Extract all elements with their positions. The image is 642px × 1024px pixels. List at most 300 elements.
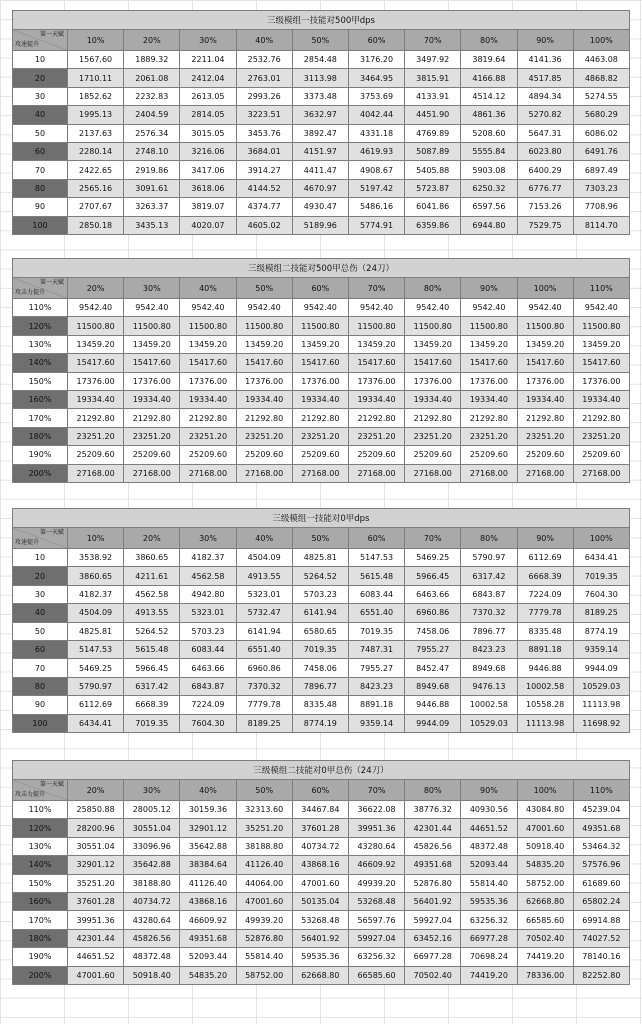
table-cell[interactable]: 15417.60 <box>517 354 573 372</box>
table-cell[interactable]: 59535.36 <box>292 948 348 966</box>
table-cell[interactable]: 27168.00 <box>573 464 629 482</box>
table-cell[interactable]: 5723.87 <box>405 179 461 197</box>
table-cell[interactable]: 1889.32 <box>124 51 180 69</box>
table-cell[interactable]: 43868.16 <box>180 892 236 910</box>
table-cell[interactable]: 6897.49 <box>573 161 629 179</box>
table-cell[interactable]: 61689.60 <box>573 874 629 892</box>
table-cell[interactable]: 78336.00 <box>517 966 573 984</box>
table-cell[interactable]: 37601.28 <box>68 892 124 910</box>
table-cell[interactable]: 5189.96 <box>292 216 348 234</box>
table-cell[interactable]: 3815.91 <box>405 69 461 87</box>
table-cell[interactable]: 57576.96 <box>573 856 629 874</box>
table-cell[interactable]: 45826.56 <box>124 929 180 947</box>
table-cell[interactable]: 8452.47 <box>405 659 461 677</box>
table-cell[interactable]: 27168.00 <box>348 464 404 482</box>
table-cell[interactable]: 9944.09 <box>573 659 629 677</box>
table-cell[interactable]: 9542.40 <box>180 299 236 317</box>
table-cell[interactable]: 3819.07 <box>180 198 236 216</box>
table-cell[interactable]: 5790.97 <box>461 549 517 567</box>
table-cell[interactable]: 9359.14 <box>348 714 404 732</box>
table-cell[interactable]: 6434.41 <box>68 714 124 732</box>
table-cell[interactable]: 2850.18 <box>68 216 124 234</box>
table-cell[interactable]: 3015.05 <box>180 124 236 142</box>
table-cell[interactable]: 11113.98 <box>573 696 629 714</box>
table-cell[interactable]: 4605.02 <box>236 216 292 234</box>
table-cell[interactable]: 25209.60 <box>68 446 124 464</box>
table-cell[interactable]: 44064.00 <box>236 874 292 892</box>
table-cell[interactable]: 17376.00 <box>236 372 292 390</box>
table-cell[interactable]: 27168.00 <box>461 464 517 482</box>
table-cell[interactable]: 7224.09 <box>517 585 573 603</box>
table-cell[interactable]: 37601.28 <box>292 819 348 837</box>
table-cell[interactable]: 9359.14 <box>573 640 629 658</box>
table-cell[interactable]: 7896.77 <box>292 677 348 695</box>
table-cell[interactable]: 52093.44 <box>461 856 517 874</box>
table-cell[interactable]: 4769.89 <box>405 124 461 142</box>
table-cell[interactable]: 8335.48 <box>517 622 573 640</box>
table-cell[interactable]: 21292.80 <box>68 409 124 427</box>
table-cell[interactable]: 49351.68 <box>180 929 236 947</box>
table-cell[interactable]: 43868.16 <box>292 856 348 874</box>
table-cell[interactable]: 25850.88 <box>68 801 124 819</box>
table-cell[interactable]: 4908.67 <box>348 161 404 179</box>
table-cell[interactable]: 25209.60 <box>461 446 517 464</box>
table-cell[interactable]: 6434.41 <box>573 549 629 567</box>
table-cell[interactable]: 19334.40 <box>124 390 180 408</box>
table-cell[interactable]: 35642.88 <box>180 837 236 855</box>
table-cell[interactable]: 6023.80 <box>517 142 573 160</box>
table-cell[interactable]: 6843.87 <box>461 585 517 603</box>
table-cell[interactable]: 6083.44 <box>180 640 236 658</box>
table-cell[interactable]: 2404.59 <box>124 106 180 124</box>
table-cell[interactable]: 9542.40 <box>573 299 629 317</box>
table-cell[interactable]: 27168.00 <box>124 464 180 482</box>
table-cell[interactable]: 10529.03 <box>461 714 517 732</box>
table-cell[interactable]: 21292.80 <box>405 409 461 427</box>
table-cell[interactable]: 5323.01 <box>236 585 292 603</box>
table-cell[interactable]: 4141.36 <box>517 51 573 69</box>
table-cell[interactable]: 53268.48 <box>292 911 348 929</box>
table-cell[interactable]: 1567.60 <box>68 51 124 69</box>
table-cell[interactable]: 17376.00 <box>68 372 124 390</box>
table-cell[interactable]: 4825.81 <box>292 549 348 567</box>
table-cell[interactable]: 2280.14 <box>68 142 124 160</box>
table-cell[interactable]: 7019.35 <box>292 640 348 658</box>
table-cell[interactable]: 27168.00 <box>68 464 124 482</box>
table-cell[interactable]: 32901.12 <box>68 856 124 874</box>
table-cell[interactable]: 6597.56 <box>461 198 517 216</box>
table-cell[interactable]: 5469.25 <box>68 659 124 677</box>
table-cell[interactable]: 8774.19 <box>292 714 348 732</box>
table-cell[interactable]: 11500.80 <box>461 317 517 335</box>
table-cell[interactable]: 2412.04 <box>180 69 236 87</box>
table-cell[interactable]: 21292.80 <box>292 409 348 427</box>
table-cell[interactable]: 4151.97 <box>292 142 348 160</box>
table-cell[interactable]: 78140.16 <box>573 948 629 966</box>
table-cell[interactable]: 15417.60 <box>180 354 236 372</box>
table-cell[interactable]: 13459.20 <box>236 335 292 353</box>
table-cell[interactable]: 50918.40 <box>517 837 573 855</box>
table-cell[interactable]: 5966.45 <box>405 567 461 585</box>
table-cell[interactable]: 10002.58 <box>461 696 517 714</box>
table-cell[interactable]: 48372.48 <box>461 837 517 855</box>
table-cell[interactable]: 82252.80 <box>573 966 629 984</box>
table-cell[interactable]: 62668.80 <box>292 966 348 984</box>
table-cell[interactable]: 5147.53 <box>348 549 404 567</box>
table-cell[interactable]: 3263.37 <box>124 198 180 216</box>
table-cell[interactable]: 6317.42 <box>124 677 180 695</box>
table-cell[interactable]: 4517.85 <box>517 69 573 87</box>
table-cell[interactable]: 25209.60 <box>517 446 573 464</box>
table-cell[interactable]: 11500.80 <box>292 317 348 335</box>
table-cell[interactable]: 5703.23 <box>292 585 348 603</box>
table-cell[interactable]: 3113.98 <box>292 69 348 87</box>
table-cell[interactable]: 3176.20 <box>348 51 404 69</box>
table-cell[interactable]: 4463.08 <box>573 51 629 69</box>
table-cell[interactable]: 74419.20 <box>517 948 573 966</box>
table-cell[interactable]: 7529.75 <box>517 216 573 234</box>
table-cell[interactable]: 56401.92 <box>292 929 348 947</box>
table-cell[interactable]: 27168.00 <box>180 464 236 482</box>
table-cell[interactable]: 2232.83 <box>124 87 180 105</box>
table-cell[interactable]: 5323.01 <box>180 604 236 622</box>
table-cell[interactable]: 19334.40 <box>180 390 236 408</box>
table-cell[interactable]: 8891.18 <box>348 696 404 714</box>
table-cell[interactable]: 13459.20 <box>573 335 629 353</box>
table-cell[interactable]: 5903.08 <box>461 161 517 179</box>
table-cell[interactable]: 4868.82 <box>573 69 629 87</box>
table-cell[interactable]: 23251.20 <box>461 427 517 445</box>
table-cell[interactable]: 7896.77 <box>461 622 517 640</box>
table-cell[interactable]: 34467.84 <box>292 801 348 819</box>
table-cell[interactable]: 2748.10 <box>124 142 180 160</box>
table-cell[interactable]: 17376.00 <box>124 372 180 390</box>
table-cell[interactable]: 47001.60 <box>292 874 348 892</box>
table-cell[interactable]: 30551.04 <box>124 819 180 837</box>
table-cell[interactable]: 15417.60 <box>573 354 629 372</box>
table-cell[interactable]: 5615.48 <box>124 640 180 658</box>
table-cell[interactable]: 6086.02 <box>573 124 629 142</box>
table-cell[interactable]: 25209.60 <box>573 446 629 464</box>
table-cell[interactable]: 8114.70 <box>573 216 629 234</box>
table-cell[interactable]: 4411.47 <box>292 161 348 179</box>
table-cell[interactable]: 25209.60 <box>405 446 461 464</box>
table-cell[interactable]: 23251.20 <box>292 427 348 445</box>
table-cell[interactable]: 17376.00 <box>517 372 573 390</box>
table-cell[interactable]: 38188.80 <box>124 874 180 892</box>
table-cell[interactable]: 38384.64 <box>180 856 236 874</box>
table-cell[interactable]: 3892.47 <box>292 124 348 142</box>
table-cell[interactable]: 2422.65 <box>68 161 124 179</box>
table-cell[interactable]: 11113.98 <box>517 714 573 732</box>
table-cell[interactable]: 5147.53 <box>68 640 124 658</box>
table-cell[interactable]: 7019.35 <box>573 567 629 585</box>
table-cell[interactable]: 3618.06 <box>180 179 236 197</box>
table-cell[interactable]: 63452.16 <box>405 929 461 947</box>
table-cell[interactable]: 7779.78 <box>236 696 292 714</box>
table-cell[interactable]: 8335.48 <box>292 696 348 714</box>
table-cell[interactable]: 5264.52 <box>124 622 180 640</box>
table-cell[interactable]: 52876.80 <box>405 874 461 892</box>
table-cell[interactable]: 7487.31 <box>348 640 404 658</box>
table-cell[interactable]: 7303.23 <box>573 179 629 197</box>
table-cell[interactable]: 74419.20 <box>461 966 517 984</box>
table-cell[interactable]: 25209.60 <box>292 446 348 464</box>
table-cell[interactable]: 25209.60 <box>124 446 180 464</box>
table-cell[interactable]: 4374.77 <box>236 198 292 216</box>
table-cell[interactable]: 55814.40 <box>236 948 292 966</box>
table-cell[interactable]: 19334.40 <box>68 390 124 408</box>
table-cell[interactable]: 63256.32 <box>348 948 404 966</box>
table-cell[interactable]: 21292.80 <box>348 409 404 427</box>
table-cell[interactable]: 15417.60 <box>405 354 461 372</box>
table-cell[interactable]: 4562.58 <box>124 585 180 603</box>
table-cell[interactable]: 6041.86 <box>405 198 461 216</box>
table-cell[interactable]: 6668.39 <box>517 567 573 585</box>
table-cell[interactable]: 7019.35 <box>348 622 404 640</box>
table-cell[interactable]: 21292.80 <box>573 409 629 427</box>
table-cell[interactable]: 27168.00 <box>236 464 292 482</box>
table-cell[interactable]: 49939.20 <box>236 911 292 929</box>
table-cell[interactable]: 21292.80 <box>180 409 236 427</box>
table-cell[interactable]: 1995.13 <box>68 106 124 124</box>
table-cell[interactable]: 5087.89 <box>405 142 461 160</box>
table-cell[interactable]: 45826.56 <box>405 837 461 855</box>
table-cell[interactable]: 2854.48 <box>292 51 348 69</box>
table-cell[interactable]: 59927.04 <box>405 911 461 929</box>
table-cell[interactable]: 10558.28 <box>517 696 573 714</box>
table-cell[interactable]: 6580.65 <box>292 622 348 640</box>
table-cell[interactable]: 3497.92 <box>405 51 461 69</box>
table-cell[interactable]: 50918.40 <box>124 966 180 984</box>
table-cell[interactable]: 6112.69 <box>68 696 124 714</box>
table-cell[interactable]: 4619.93 <box>348 142 404 160</box>
table-cell[interactable]: 59535.36 <box>461 892 517 910</box>
table-cell[interactable]: 69914.88 <box>573 911 629 929</box>
table-cell[interactable]: 27168.00 <box>405 464 461 482</box>
table-cell[interactable]: 40734.72 <box>124 892 180 910</box>
table-cell[interactable]: 3860.65 <box>124 549 180 567</box>
table-cell[interactable]: 17376.00 <box>292 372 348 390</box>
table-cell[interactable]: 7224.09 <box>180 696 236 714</box>
table-cell[interactable]: 21292.80 <box>461 409 517 427</box>
table-cell[interactable]: 7370.32 <box>236 677 292 695</box>
table-cell[interactable]: 63256.32 <box>461 911 517 929</box>
table-cell[interactable]: 15417.60 <box>236 354 292 372</box>
table-cell[interactable]: 8949.68 <box>461 659 517 677</box>
table-cell[interactable]: 6491.76 <box>573 142 629 160</box>
table-cell[interactable]: 6250.32 <box>461 179 517 197</box>
table-cell[interactable]: 23251.20 <box>517 427 573 445</box>
table-cell[interactable]: 70698.24 <box>461 948 517 966</box>
table-cell[interactable]: 19334.40 <box>573 390 629 408</box>
table-cell[interactable]: 6551.40 <box>348 604 404 622</box>
table-cell[interactable]: 28200.96 <box>68 819 124 837</box>
table-cell[interactable]: 11500.80 <box>573 317 629 335</box>
table-cell[interactable]: 17376.00 <box>180 372 236 390</box>
table-cell[interactable]: 13459.20 <box>517 335 573 353</box>
table-cell[interactable]: 9542.40 <box>517 299 573 317</box>
table-cell[interactable]: 9542.40 <box>348 299 404 317</box>
table-cell[interactable]: 4182.37 <box>180 549 236 567</box>
table-cell[interactable]: 33096.96 <box>124 837 180 855</box>
table-cell[interactable]: 23251.20 <box>68 427 124 445</box>
table-cell[interactable]: 25209.60 <box>180 446 236 464</box>
table-cell[interactable]: 3216.06 <box>180 142 236 160</box>
table-cell[interactable]: 6463.66 <box>180 659 236 677</box>
table-cell[interactable]: 6112.69 <box>517 549 573 567</box>
table-cell[interactable]: 4211.61 <box>124 567 180 585</box>
table-cell[interactable]: 52093.44 <box>180 948 236 966</box>
table-cell[interactable]: 70502.40 <box>405 966 461 984</box>
table-cell[interactable]: 7019.35 <box>124 714 180 732</box>
table-cell[interactable]: 23251.20 <box>236 427 292 445</box>
table-cell[interactable]: 4913.55 <box>236 567 292 585</box>
table-cell[interactable]: 4670.97 <box>292 179 348 197</box>
table-cell[interactable]: 45239.04 <box>573 801 629 819</box>
table-cell[interactable]: 8189.25 <box>236 714 292 732</box>
table-cell[interactable]: 4861.36 <box>461 106 517 124</box>
table-cell[interactable]: 44651.52 <box>68 948 124 966</box>
table-cell[interactable]: 43084.80 <box>517 801 573 819</box>
table-cell[interactable]: 15417.60 <box>68 354 124 372</box>
table-cell[interactable]: 19334.40 <box>405 390 461 408</box>
table-cell[interactable]: 42301.44 <box>68 929 124 947</box>
table-cell[interactable]: 7370.32 <box>461 604 517 622</box>
table-cell[interactable]: 47001.60 <box>517 819 573 837</box>
table-cell[interactable]: 23251.20 <box>124 427 180 445</box>
table-cell[interactable]: 6551.40 <box>236 640 292 658</box>
table-cell[interactable]: 28005.12 <box>124 801 180 819</box>
table-cell[interactable]: 19334.40 <box>292 390 348 408</box>
table-cell[interactable]: 7955.27 <box>348 659 404 677</box>
table-cell[interactable]: 8774.19 <box>573 622 629 640</box>
table-cell[interactable]: 9446.88 <box>405 696 461 714</box>
table-cell[interactable]: 36622.08 <box>348 801 404 819</box>
table-cell[interactable]: 2211.04 <box>180 51 236 69</box>
table-cell[interactable]: 17376.00 <box>461 372 517 390</box>
table-cell[interactable]: 4042.44 <box>348 106 404 124</box>
table-cell[interactable]: 3632.97 <box>292 106 348 124</box>
table-cell[interactable]: 1852.62 <box>68 87 124 105</box>
table-cell[interactable]: 41126.40 <box>180 874 236 892</box>
table-cell[interactable]: 4166.88 <box>461 69 517 87</box>
table-cell[interactable]: 5264.52 <box>292 567 348 585</box>
table-cell[interactable]: 19334.40 <box>461 390 517 408</box>
table-cell[interactable]: 3373.48 <box>292 87 348 105</box>
table-cell[interactable]: 5274.55 <box>573 87 629 105</box>
table-cell[interactable]: 9542.40 <box>236 299 292 317</box>
table-cell[interactable]: 7153.26 <box>517 198 573 216</box>
table-cell[interactable]: 3453.76 <box>236 124 292 142</box>
table-cell[interactable]: 11500.80 <box>68 317 124 335</box>
table-cell[interactable]: 6463.66 <box>405 585 461 603</box>
table-cell[interactable]: 40734.72 <box>292 837 348 855</box>
table-cell[interactable]: 25209.60 <box>348 446 404 464</box>
table-cell[interactable]: 8891.18 <box>517 640 573 658</box>
table-cell[interactable]: 15417.60 <box>124 354 180 372</box>
table-cell[interactable]: 9542.40 <box>461 299 517 317</box>
table-cell[interactable]: 13459.20 <box>461 335 517 353</box>
table-cell[interactable]: 6843.87 <box>180 677 236 695</box>
table-cell[interactable]: 13459.20 <box>348 335 404 353</box>
table-cell[interactable]: 66585.60 <box>517 911 573 929</box>
table-cell[interactable]: 65802.24 <box>573 892 629 910</box>
table-cell[interactable]: 19334.40 <box>236 390 292 408</box>
table-cell[interactable]: 44651.52 <box>461 819 517 837</box>
table-cell[interactable]: 4133.91 <box>405 87 461 105</box>
table-cell[interactable]: 48372.48 <box>124 948 180 966</box>
table-cell[interactable]: 5270.82 <box>517 106 573 124</box>
table-cell[interactable]: 58752.00 <box>236 966 292 984</box>
table-cell[interactable]: 4514.12 <box>461 87 517 105</box>
table-cell[interactable]: 6960.86 <box>236 659 292 677</box>
table-cell[interactable]: 6317.42 <box>461 567 517 585</box>
table-cell[interactable]: 35251.20 <box>236 819 292 837</box>
table-cell[interactable]: 3753.69 <box>348 87 404 105</box>
table-cell[interactable]: 5774.91 <box>348 216 404 234</box>
table-cell[interactable]: 5966.45 <box>124 659 180 677</box>
table-cell[interactable]: 17376.00 <box>348 372 404 390</box>
table-cell[interactable]: 43280.64 <box>348 837 404 855</box>
table-cell[interactable]: 4020.07 <box>180 216 236 234</box>
table-cell[interactable]: 50135.04 <box>292 892 348 910</box>
table-cell[interactable]: 17376.00 <box>573 372 629 390</box>
table-cell[interactable]: 39951.36 <box>68 911 124 929</box>
table-cell[interactable]: 6960.86 <box>405 604 461 622</box>
table-cell[interactable]: 66585.60 <box>348 966 404 984</box>
table-cell[interactable]: 2137.63 <box>68 124 124 142</box>
table-cell[interactable]: 54835.20 <box>180 966 236 984</box>
table-cell[interactable]: 58752.00 <box>517 874 573 892</box>
table-cell[interactable]: 10529.03 <box>573 677 629 695</box>
table-cell[interactable]: 6359.86 <box>405 216 461 234</box>
table-cell[interactable]: 3091.61 <box>124 179 180 197</box>
table-cell[interactable]: 6141.94 <box>292 604 348 622</box>
table-cell[interactable]: 5615.48 <box>348 567 404 585</box>
table-cell[interactable]: 5647.31 <box>517 124 573 142</box>
table-cell[interactable]: 8423.23 <box>461 640 517 658</box>
table-cell[interactable]: 5197.42 <box>348 179 404 197</box>
table-cell[interactable]: 59927.04 <box>348 929 404 947</box>
table-cell[interactable]: 5486.16 <box>348 198 404 216</box>
table-cell[interactable]: 4144.52 <box>236 179 292 197</box>
table-cell[interactable]: 4504.09 <box>68 604 124 622</box>
table-cell[interactable]: 5732.47 <box>236 604 292 622</box>
table-cell[interactable]: 66977.28 <box>461 929 517 947</box>
table-cell[interactable]: 19334.40 <box>348 390 404 408</box>
table-cell[interactable]: 7955.27 <box>405 640 461 658</box>
table-cell[interactable]: 7458.06 <box>405 622 461 640</box>
table-cell[interactable]: 4894.34 <box>517 87 573 105</box>
table-cell[interactable]: 4913.55 <box>124 604 180 622</box>
table-cell[interactable]: 17376.00 <box>405 372 461 390</box>
table-cell[interactable]: 2576.34 <box>124 124 180 142</box>
table-cell[interactable]: 23251.20 <box>573 427 629 445</box>
table-cell[interactable]: 2707.67 <box>68 198 124 216</box>
table-cell[interactable]: 35642.88 <box>124 856 180 874</box>
table-cell[interactable]: 21292.80 <box>236 409 292 427</box>
table-cell[interactable]: 35251.20 <box>68 874 124 892</box>
table-cell[interactable]: 23251.20 <box>348 427 404 445</box>
table-cell[interactable]: 6776.77 <box>517 179 573 197</box>
table-cell[interactable]: 8423.23 <box>348 677 404 695</box>
table-cell[interactable]: 7458.06 <box>292 659 348 677</box>
table-cell[interactable]: 4825.81 <box>68 622 124 640</box>
table-cell[interactable]: 42301.44 <box>405 819 461 837</box>
table-cell[interactable]: 11500.80 <box>236 317 292 335</box>
table-cell[interactable]: 6141.94 <box>236 622 292 640</box>
